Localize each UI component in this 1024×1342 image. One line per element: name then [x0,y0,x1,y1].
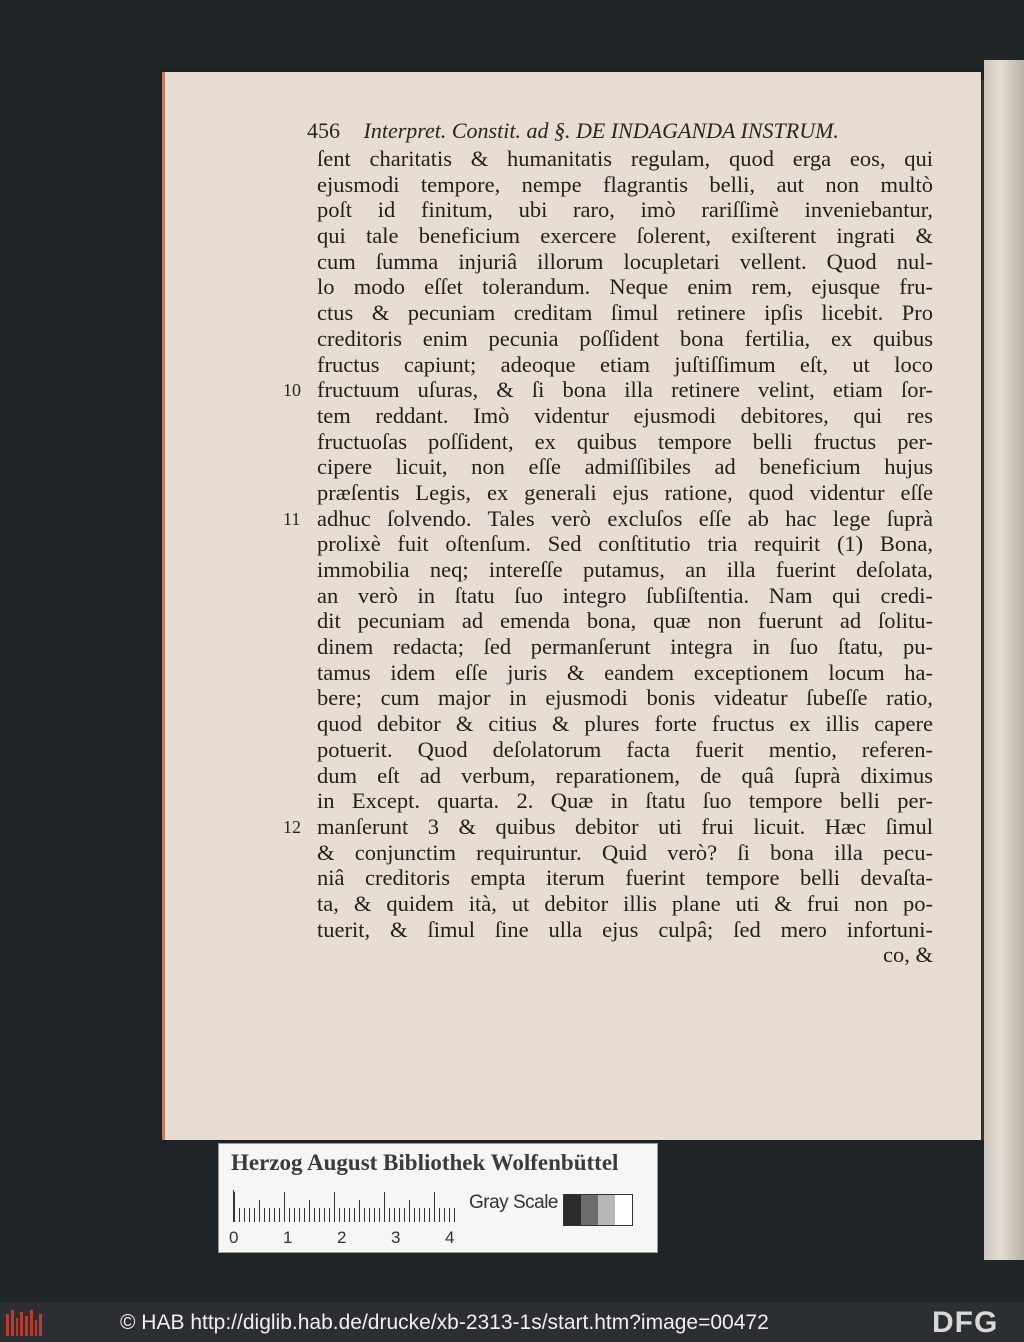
ruler-tick [384,1192,385,1222]
body-text [317,146,933,968]
text-line: dum eſt ad verbum, reparationem, de quâ ſuprà diximus [317,762,933,788]
ruler-tick [404,1208,405,1222]
text-line: ſent charitatis & humanitatis regulam, quod erga eos, qui [317,146,933,171]
text-line: ta, & quidem ità, ut debitor illis plane uti & frui non po- [317,890,933,916]
ruler-label: 1 [283,1228,293,1247]
text-line: adhuc ſolvendo. Tales verò excluſos eſſe ab hac lege ſuprà [317,505,933,531]
running-header [307,118,927,148]
text-line: ejusmodi tempore, nempe flagrantis belli, aut non multò [317,171,933,197]
margin-number: 10 [283,380,301,401]
text-line: an verò in ſtatu ſuo integro ſubſiſtentia. Nam qui credi- [317,582,933,608]
ruler-label: 3 [391,1228,401,1247]
ruler-tick [239,1208,240,1222]
text-line: poſt id finitum, ubi raro, imò rariſſimè inveniebantur, [317,197,933,223]
ruler-tick [324,1208,325,1222]
ruler-tick [299,1208,300,1222]
text-line: ctus & pecuniam creditam ſimul retinere ipſis licebit. Pro [317,300,933,326]
gray-swatch [564,1195,581,1225]
ruler-tick [309,1200,310,1222]
text-line: fructuum uſuras, & ſi bona illa retinere velint, etiam ſor- [317,377,933,403]
page-number: 456 [307,118,340,143]
text-line: lo modo eſſet tolerandum. Neque enim rem, ejusque fru- [317,274,933,300]
ruler-tick [279,1208,280,1222]
ruler-tick [254,1208,255,1222]
ruler-tick [419,1208,420,1222]
text-line: tuerit, & ſimul ſine ulla ejus culpâ; ſed mero infortuni- [317,916,933,942]
ruler-tick [369,1208,370,1222]
text-line: potuerit. Quod deſolatorum facta fuerit mentio, referen- [317,736,933,762]
text-line: cum ſumma injuriâ illorum locupletari vellent. Quod nul- [317,248,933,274]
running-title: Interpret. Constit. ad §. DE INDAGANDA INSTRUM. [363,118,839,143]
text-line: tamus idem eſſe juris & eandem exceptionem locum ha- [317,659,933,685]
ruler-tick [289,1208,290,1222]
ruler-tick [294,1208,295,1222]
book-page [162,72,981,1140]
text-line: cipere licuit, non eſſe admiſſibiles ad beneficium hujus [317,454,933,480]
ruler-tick [334,1192,335,1222]
ruler-tick [364,1208,365,1222]
dfg-logo: DFG [932,1306,999,1339]
gray-scale-swatches [563,1194,633,1226]
text-line: fructus capiunt; adeoque etiam juſtiſſimum eſt, ut loco [317,351,933,377]
ruler-tick [354,1208,355,1222]
card-title: Herzog August Bibliothek Wolfenbüttel [231,1150,619,1175]
ruler-tick [319,1208,320,1222]
ruler-tick [349,1208,350,1222]
ruler-tick [424,1208,425,1222]
text-line: præſentis Legis, ex generali ejus ratione, quod videntur eſſe [317,479,933,505]
ruler-tick [409,1200,410,1222]
ruler-label: 0 [229,1228,239,1247]
ruler-tick [264,1208,265,1222]
text-line: creditoris enim pecunia poſſident bona fertilia, ex quibus [317,325,933,351]
ruler-tick [389,1208,390,1222]
ruler-tick [449,1208,450,1222]
ruler-label: 4 [445,1228,455,1247]
gray-scale-label: Gray Scale [469,1192,558,1213]
ruler-tick [249,1208,250,1222]
text-line: & conjunctim requiruntur. Quid verò? ſi bona illa pecu- [317,839,933,865]
ruler-tick [339,1208,340,1222]
margin-number: 11 [283,508,301,529]
ruler-tick [439,1208,440,1222]
text-line: tem reddant. Imò videntur ejusmodi debitores, qui res [317,402,933,428]
gray-swatch [598,1195,615,1225]
ruler-tick [234,1192,235,1222]
ruler-tick [414,1208,415,1222]
ruler-tick [314,1208,315,1222]
ruler-tick [329,1208,330,1222]
gray-swatch [615,1195,632,1225]
ruler-tick [379,1208,380,1222]
text-line: manſerunt 3 & quibus debitor uti frui licuit. Hæc ſimul [317,813,933,839]
text-line: niâ creditoris empta iterum fuerint tempore belli devaſta- [317,865,933,891]
text-line: quod debitor & citius & plures forte fructus ex illis capere [317,711,933,737]
text-line: dinem redacta; ſed permanſerunt integra in ſuo ſtatu, pu- [317,634,933,660]
color-target-card [218,1143,658,1253]
ruler-tick [444,1208,445,1222]
ruler-tick [429,1208,430,1222]
ruler-tick [244,1208,245,1222]
text-line: immobilia neq; intereſſe putamus, an illa fuerint deſolata, [317,557,933,582]
ruler-tick [454,1208,455,1222]
ruler-tick [259,1200,260,1222]
text-line: fructuoſas poſſident, ex quibus tempore belli fructus per- [317,428,933,454]
ruler-tick [344,1208,345,1222]
ruler-tick [394,1208,395,1222]
text-line: prolixè fuit oſtenſum. Sed conſtitutio tria requirit (1) Bona, [317,531,933,557]
text-line: co, & [883,942,933,968]
ruler-tick [374,1208,375,1222]
footer-link[interactable]: © HAB http://diglib.hab.de/drucke/xb-2313-1s/start.htm?image=00472 [120,1311,769,1334]
text-line: qui tale beneficium exercere ſolerent, exiſterent ingrati & [317,223,933,249]
margin-number: 12 [283,817,301,838]
ruler-tick [434,1192,435,1222]
ruler-label: 2 [337,1228,347,1247]
text-line: dit pecuniam ad emenda bona, quæ non fuerunt ad ſolitu- [317,608,933,634]
ruler-tick [269,1208,270,1222]
gray-swatch [581,1195,598,1225]
next-leaf-edge [984,60,1024,1260]
footer-bar [0,1302,1024,1342]
ruler-tick [304,1208,305,1222]
ruler-tick [399,1208,400,1222]
ruler [233,1190,460,1222]
hab-logo-icon [6,1310,42,1336]
ruler-tick [359,1200,360,1222]
text-line: in Except. quarta. 2. Quæ in ſtatu ſuo tempore belli per- [317,788,933,814]
text-line: bere; cum major in ejusmodi bonis videatur ſubeſſe ratio, [317,685,933,711]
ruler-tick [274,1208,275,1222]
ruler-tick [284,1192,285,1222]
